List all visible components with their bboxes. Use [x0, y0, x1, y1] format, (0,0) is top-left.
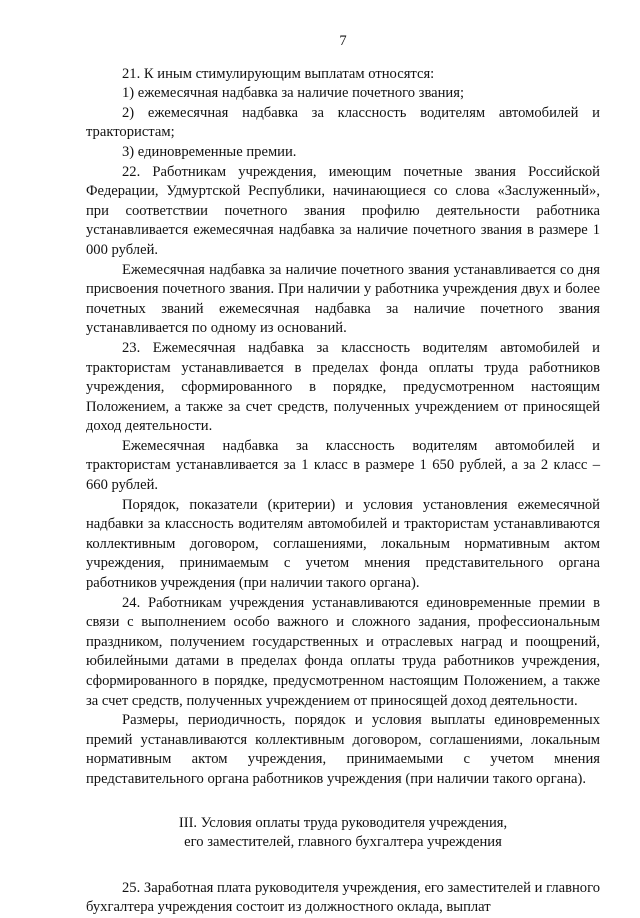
paragraph-24-continued: Размеры, периодичность, порядок и условия выплаты единовременных премий устанавливаются коллективным договором, соглашениями, локальным нормативным актом учреждения, принимаемыми с учетом мнения представительного органа работников учреждения (при наличии такого органа).: [86, 712, 600, 787]
paragraph-22: 22. Работникам учреждения, имеющим почетные звания Российской Федерации, Удмуртской Республики, начинающиеся со слова «Заслуженный», при соответствии почетного звания профилю деятельности работника устанавливается ежемесячная надбавка за наличие почетного звания в размере 1 000 рублей.: [86, 163, 600, 258]
paragraph-21: 21. К иным стимулирующим выплатам относятся:: [122, 65, 435, 82]
page-number: 7: [339, 33, 347, 49]
section-heading-line-1: III. Условия оплаты труда руководителя учреждения,: [178, 814, 508, 831]
paragraph-23-procedure: Порядок, показатели (критерии) и условия установления ежемесячной надбавки за классность водителям автомобилей и трактористам устанавливаются коллективным договором, соглашениями, локальным нормативным актом учреждения, принимаемым с учетом мнения представительного органа работников учреждения (при наличии такого органа).: [86, 496, 600, 592]
paragraph-23-rates: Ежемесячная надбавка за классность водителям автомобилей и трактористам устанавливается за 1 класс в размере 1 650 рублей, а за 2 класс – 660 рублей.: [86, 437, 600, 494]
list-item-3: 3) единовременные премии.: [122, 143, 297, 160]
section-heading-line-2: его заместителей, главного бухгалтера учреждения: [184, 834, 502, 851]
paragraph-23: 23. Ежемесячная надбавка за классность водителям автомобилей и трактористам устанавливается в пределах фонда оплаты труда работников учреждения, сформированного в порядке, предусмотренном настоящим Положением, а также за счет средств, полученных учреждением от приносящей доход деятельности.: [86, 339, 600, 435]
paragraph-25: 25. Заработная плата руководителя учреждения, его заместителей и главного бухгалтера учреждения состоит из должностного оклада, выплат: [86, 879, 600, 916]
section-heading: [86, 814, 600, 853]
paragraph-22-continued: Ежемесячная надбавка за наличие почетного звания устанавливается со дня присвоения почетного звания. При наличии у работника учреждения двух и более почетных званий ежемесячная надбавка за наличие почетного звания устанавливается по одному из оснований.: [86, 261, 600, 337]
list-item-1: 1) ежемесячная надбавка за наличие почетного звания;: [122, 85, 465, 102]
paragraph-24: 24. Работникам учреждения устанавливаются единовременные премии в связи с выполнением особо важного и сложного задания, профессиональным праздником, получением государственных и отраслевых наград и поощрений, юбилейными датами в пределах фонда оплаты труда работников учреждения, сформированного в порядке, предусмотренном настоящим Положением, а также за счет средств, полученных учреждением от приносящей доход деятельности.: [86, 594, 600, 709]
list-item-2: 2) ежемесячная надбавка за классность водителям автомобилей и трактористам;: [86, 104, 600, 141]
